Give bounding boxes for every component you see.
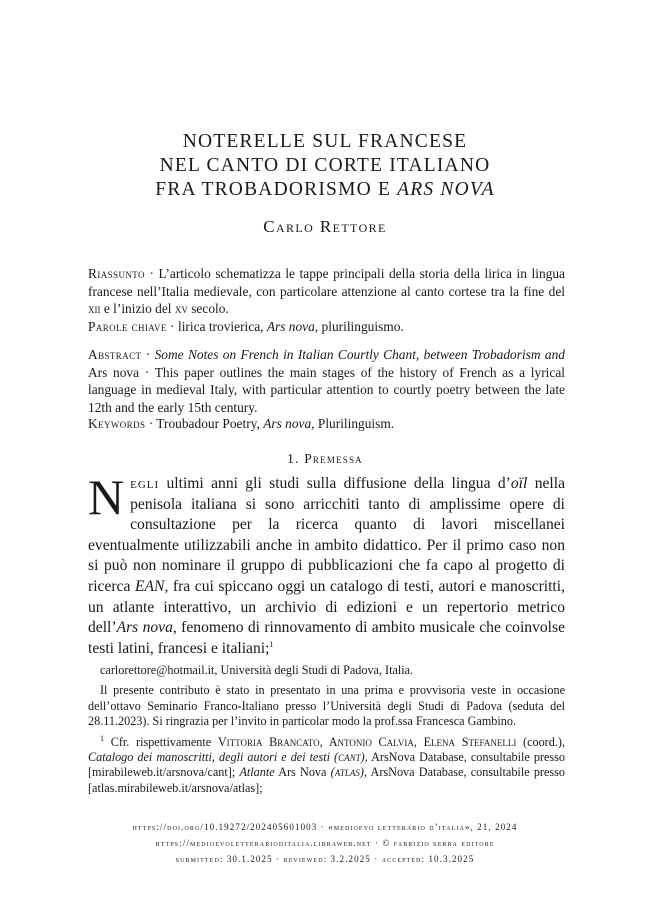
lead-word: egli — [130, 475, 160, 492]
fn1-text-b: (coord.), — [516, 734, 565, 749]
body-italic-1: oïl — [510, 475, 528, 492]
body-text-1: ultimi anni gli studi sulla diffusione della lingua d’ — [159, 475, 511, 492]
fn1-authors: Vittoria Brancato, Antonio Calvia, Elena Stefanelli — [217, 734, 517, 749]
abstract-block — [88, 346, 565, 416]
body-text-3: , fra cui spiccano oggi un catalogo di testi, autori e manoscritti, un atlante interattivo, un archivio di edizioni e un repertorio metrico dell’ — [88, 577, 565, 637]
title-line-2: NEL CANTO DI CORTE ITALIANO — [159, 155, 491, 176]
fn1-text-c: , ArsNova Database, consultabile presso [mirabileweb.it/arsnova/cant]; — [88, 750, 565, 780]
footnote-1 — [88, 735, 565, 797]
footer-doi[interactable]: https://doi.org/10.19272/202405601003 · «medioevo letterario d’italia», 21, 2024 — [132, 822, 518, 832]
fn1-atlas-close: ) — [359, 765, 364, 780]
fn1-text-e: , ArsNova Database, consultabile presso [atlas.mirabileweb.it/arsnova/atlas]; — [88, 765, 565, 795]
riassunto-text-1: L’articolo schematizza le tappe principali della storia della lirica in lingua francese nell’Italia medievale, con particolare attenzione al canto cortese tra la fine del — [88, 266, 565, 299]
keywords-text-2: , Plurilinguism. — [311, 416, 395, 431]
riassunto-text-2: e l’inizio del — [100, 301, 175, 317]
keywords-text-1: Troubadour Poetry, — [156, 416, 264, 431]
title-line-3-plain: FRA TROBADORISMO E — [155, 179, 398, 200]
fn1-atlas: atlas — [334, 765, 360, 780]
body-italic-2: EAN — [134, 577, 165, 595]
abstract-sep: · — [141, 347, 155, 362]
parole-chiave-label: Parole chiave — [88, 319, 167, 334]
body-text-4: , fenomeno di rinnovamento di ambito musicale che coinvolse testi latini, francesi e italiani; — [88, 619, 565, 657]
section-heading-text: 1. Premessa — [287, 451, 363, 466]
parole-chiave-paragraph — [88, 318, 565, 336]
keywords-italic: Ars nova — [263, 416, 312, 431]
drop-cap: N — [88, 469, 125, 525]
title-line-3-italic: ARS NOVA — [397, 179, 495, 200]
affiliation-note: carlorettore@hotmail.it, Università degli Studi di Padova, Italia. — [100, 663, 414, 677]
abstract-paragraph — [88, 346, 565, 416]
section-heading — [0, 451, 650, 467]
author-name — [0, 217, 650, 237]
parole-chiave-block — [88, 318, 565, 336]
abstract-english-title: Some Notes on French in Italian Courtly Chant, between Trobadorism and — [154, 347, 566, 362]
fn1-text-d: Ars Nova — [274, 765, 331, 780]
fn1-catalog-title: Catalogo dei manoscritti, degli autori e dei testi ( — [88, 750, 339, 765]
abstract-english-title-end: Ars nova — [88, 364, 140, 380]
riassunto-century-1: xii — [88, 301, 101, 317]
fn1-atlante: Atlante — [239, 765, 275, 780]
body-italic-3: Ars nova — [116, 619, 173, 637]
body-paragraph — [88, 469, 565, 659]
footnotes — [88, 663, 565, 801]
keywords-label: Keywords — [88, 416, 146, 431]
parole-chiave-sep: · — [166, 319, 178, 334]
abstract-text: · This paper outlines the main stages of the history of French as a lyrical language in medieval Italy, with particular attention to courtly poetry between the late 12th and the early 15th century. — [88, 364, 565, 415]
body-text-2: nella penisola italiana si sono arricchiti tanto di amplissime opere di consultazione per la ricerca quanto di lavori miscellanei eventualmente utilizzabili anche in ambito didattico. Per il primo caso non si può non nominare il gruppo di pubblicazioni che fa capo al progetto di ricerca — [88, 475, 565, 595]
abstract-label: Abstract — [88, 347, 142, 362]
footer-dates: submitted: 30.1.2025 · reviewed: 3.2.2025 · accepted: 10.3.2025 — [175, 854, 475, 864]
riassunto-sep: · — [144, 266, 159, 281]
fn1-text-a: Cfr. rispettivamente — [104, 734, 218, 749]
riassunto-century-2: xv — [174, 301, 188, 317]
riassunto-text-3: secolo. — [187, 301, 229, 317]
author-name-text: Carlo Rettore — [263, 217, 387, 236]
contribution-note: Il presente contributo è stato in presentato in una prima e provvisoria veste in occasione dell’ottavo Seminario Franco-Italiano presso l’Università degli Studi di Padova (seduta del 28.11.2023). Si ringrazia per l’invito in particolar modo la prof.ssa Francesca Gambino. — [88, 683, 565, 729]
fn1-catalog-close: ) — [360, 750, 365, 765]
article-title — [0, 130, 650, 202]
title-line-1: NOTERELLE SUL FRANCESE — [182, 131, 468, 152]
keywords-sep: · — [145, 416, 157, 431]
riassunto-label: Riassunto — [88, 266, 145, 281]
footnote-ref-1[interactable]: 1 — [269, 639, 274, 649]
keywords-block — [88, 415, 565, 433]
fn1-atlas-open: ( — [330, 765, 335, 780]
title-line-3 — [0, 178, 650, 202]
parole-chiave-italic: Ars nova — [266, 319, 315, 334]
fn1-cant: cant — [338, 750, 361, 765]
parole-chiave-text-2: , plurilinguismo. — [314, 319, 404, 334]
footnote-1-number: 1 — [100, 733, 104, 743]
riassunto-block — [88, 265, 565, 318]
footer-website[interactable]: https://medioevoletterarioditalia.libraweb.net · © fabrizio serra editore — [155, 838, 495, 848]
keywords-paragraph — [88, 415, 565, 433]
riassunto-paragraph — [88, 265, 565, 318]
parole-chiave-text-1: lirica trovierica, — [177, 319, 267, 334]
